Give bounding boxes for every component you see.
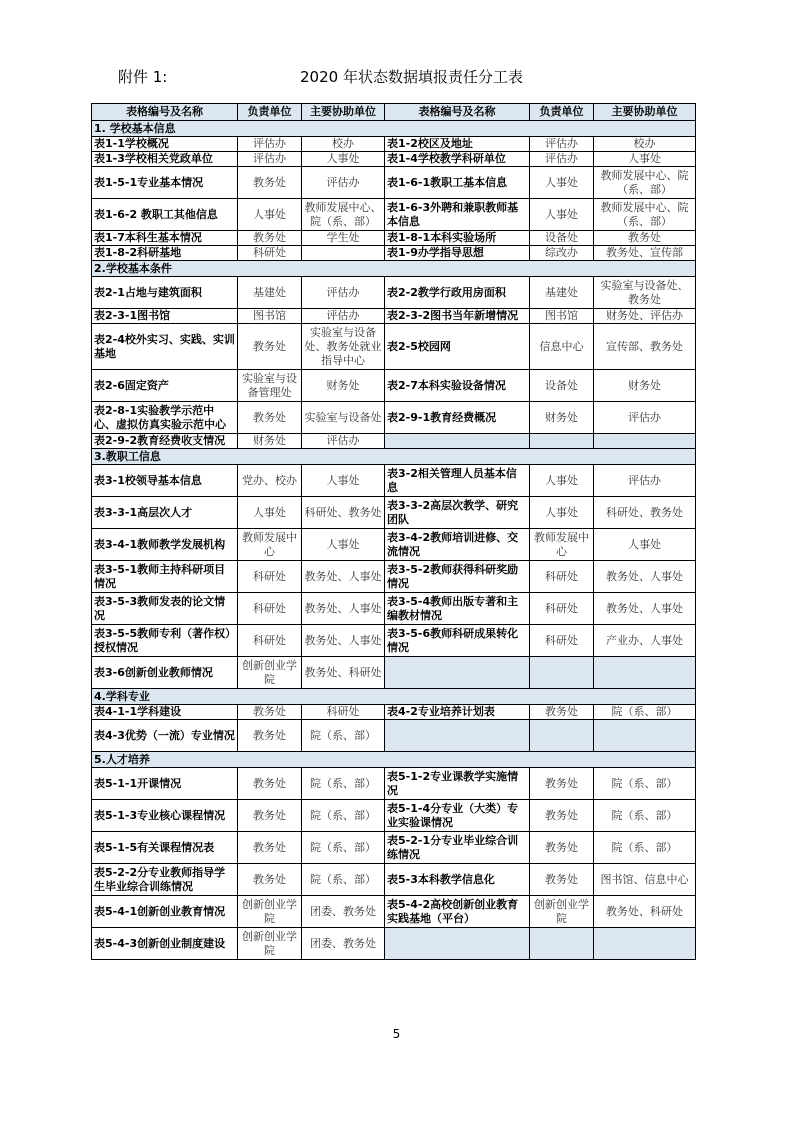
table-row bbox=[92, 896, 696, 928]
responsible-unit-cell: 教务处 bbox=[238, 768, 302, 800]
responsible-unit-cell: 科研处 bbox=[530, 593, 594, 625]
assisting-unit-cell: 评估办 bbox=[302, 434, 385, 449]
assisting-unit-cell: 校办 bbox=[302, 137, 385, 152]
assisting-unit-cell: 评估办 bbox=[302, 167, 385, 199]
assisting-unit-cell: 校办 bbox=[594, 137, 696, 152]
responsible-unit-cell: 教务处 bbox=[530, 768, 594, 800]
responsible-unit-cell: 财务处 bbox=[238, 434, 302, 449]
column-header: 负责单位 bbox=[238, 104, 302, 121]
table-name-cell: 表2-1占地与建筑面积 bbox=[92, 277, 238, 309]
responsible-unit-cell: 教务处 bbox=[238, 720, 302, 752]
table-row bbox=[92, 231, 696, 246]
section-row bbox=[92, 261, 696, 277]
table-name-cell: 表5-2-2分专业教师指导学生毕业综合训练情况 bbox=[92, 864, 238, 896]
empty-cell bbox=[385, 720, 530, 752]
table-name-cell: 表4-3优势（一流）专业情况 bbox=[92, 720, 238, 752]
table-name-cell: 表1-8-1本科实验场所 bbox=[385, 231, 530, 246]
section-title: 3.教职工信息 bbox=[92, 449, 696, 465]
responsible-unit-cell: 创新创业学院 bbox=[530, 896, 594, 928]
table-name-cell: 表5-4-1创新创业教育情况 bbox=[92, 896, 238, 928]
responsible-unit-cell: 创新创业学院 bbox=[238, 657, 302, 689]
responsible-unit-cell: 教务处 bbox=[238, 832, 302, 864]
assisting-unit-cell bbox=[302, 246, 385, 261]
table-row bbox=[92, 800, 696, 832]
responsible-unit-cell: 基建处 bbox=[530, 277, 594, 309]
assisting-unit-cell: 教务处、人事处 bbox=[594, 593, 696, 625]
table-name-cell: 表5-1-1开课情况 bbox=[92, 768, 238, 800]
responsible-unit-cell: 教务处 bbox=[238, 231, 302, 246]
assisting-unit-cell: 评估办 bbox=[594, 465, 696, 497]
table-row bbox=[92, 497, 696, 529]
table-row bbox=[92, 529, 696, 561]
attachment-label: 附件 1: bbox=[118, 68, 168, 86]
empty-cell bbox=[530, 434, 594, 449]
assisting-unit-cell: 院（系、部） bbox=[594, 768, 696, 800]
assisting-unit-cell: 教务处、宣传部 bbox=[594, 246, 696, 261]
assisting-unit-cell: 学生处 bbox=[302, 231, 385, 246]
table-name-cell: 表3-4-2教师培训进修、交流情况 bbox=[385, 529, 530, 561]
assisting-unit-cell: 评估办 bbox=[594, 402, 696, 434]
assisting-unit-cell: 教务处、人事处 bbox=[302, 561, 385, 593]
responsible-unit-cell: 创新创业学院 bbox=[238, 928, 302, 960]
responsible-unit-cell: 科研处 bbox=[530, 561, 594, 593]
table-name-cell: 表5-4-2高校创新创业教育实践基地（平台） bbox=[385, 896, 530, 928]
table-row bbox=[92, 402, 696, 434]
table-name-cell: 表3-3-2高层次教学、研究团队 bbox=[385, 497, 530, 529]
responsible-unit-cell: 科研处 bbox=[238, 625, 302, 657]
table-name-cell: 表2-3-2图书当年新增情况 bbox=[385, 309, 530, 324]
assisting-unit-cell: 教师发展中心、院（系、部） bbox=[594, 167, 696, 199]
table-row bbox=[92, 152, 696, 167]
table-name-cell: 表2-9-2教育经费收支情况 bbox=[92, 434, 238, 449]
responsible-unit-cell: 设备处 bbox=[530, 370, 594, 402]
table-row bbox=[92, 657, 696, 689]
assisting-unit-cell: 财务处 bbox=[594, 370, 696, 402]
table-name-cell: 表3-5-1教师主持科研项目情况 bbox=[92, 561, 238, 593]
table-name-cell: 表1-6-1教职工基本信息 bbox=[385, 167, 530, 199]
table-name-cell: 表1-2校区及地址 bbox=[385, 137, 530, 152]
assisting-unit-cell: 宣传部、教务处 bbox=[594, 324, 696, 370]
assisting-unit-cell: 产业办、人事处 bbox=[594, 625, 696, 657]
table-name-cell: 表5-2-1分专业毕业综合训练情况 bbox=[385, 832, 530, 864]
column-header: 负责单位 bbox=[530, 104, 594, 121]
empty-cell bbox=[385, 657, 530, 689]
responsible-unit-cell: 教师发展中心 bbox=[530, 529, 594, 561]
table-name-cell: 表1-1学校概况 bbox=[92, 137, 238, 152]
page-number: 5 bbox=[392, 1027, 401, 1041]
assisting-unit-cell: 教师发展中心、院（系、部） bbox=[302, 199, 385, 231]
responsible-unit-cell: 教务处 bbox=[530, 705, 594, 720]
assisting-unit-cell: 财务处 bbox=[302, 370, 385, 402]
table-row bbox=[92, 720, 696, 752]
empty-cell bbox=[385, 928, 530, 960]
responsible-unit-cell: 人事处 bbox=[530, 465, 594, 497]
responsible-unit-cell: 党办、校办 bbox=[238, 465, 302, 497]
table-name-cell: 表3-4-1教师教学发展机构 bbox=[92, 529, 238, 561]
table-name-cell: 表1-8-2科研基地 bbox=[92, 246, 238, 261]
section-title: 5.人才培养 bbox=[92, 752, 696, 768]
assisting-unit-cell: 人事处 bbox=[302, 465, 385, 497]
responsible-unit-cell: 评估办 bbox=[530, 152, 594, 167]
table-row bbox=[92, 625, 696, 657]
assisting-unit-cell: 院（系、部） bbox=[302, 720, 385, 752]
table-row bbox=[92, 199, 696, 231]
assisting-unit-cell: 图书馆、信息中心 bbox=[594, 864, 696, 896]
responsible-unit-cell: 教务处 bbox=[238, 324, 302, 370]
empty-cell bbox=[530, 720, 594, 752]
responsible-unit-cell: 创新创业学院 bbox=[238, 896, 302, 928]
assisting-unit-cell: 评估办 bbox=[302, 277, 385, 309]
table-row bbox=[92, 370, 696, 402]
table-name-cell: 表4-2专业培养计划表 bbox=[385, 705, 530, 720]
column-header: 表格编号及名称 bbox=[385, 104, 530, 121]
table-row bbox=[92, 167, 696, 199]
table-name-cell: 表3-6创新创业教师情况 bbox=[92, 657, 238, 689]
responsible-unit-cell: 科研处 bbox=[238, 593, 302, 625]
assisting-unit-cell: 教务处 bbox=[594, 231, 696, 246]
table-name-cell: 表1-9办学指导思想 bbox=[385, 246, 530, 261]
table-name-cell: 表2-3-1图书馆 bbox=[92, 309, 238, 324]
assisting-unit-cell: 实验室与设备处、教务处 bbox=[594, 277, 696, 309]
table-name-cell: 表3-5-3教师发表的论文情况 bbox=[92, 593, 238, 625]
responsible-unit-cell: 设备处 bbox=[530, 231, 594, 246]
assisting-unit-cell: 实验室与设备处、教务处就业指导中心 bbox=[302, 324, 385, 370]
responsible-unit-cell: 科研处 bbox=[530, 625, 594, 657]
assisting-unit-cell: 院（系、部） bbox=[302, 800, 385, 832]
column-header: 表格编号及名称 bbox=[92, 104, 238, 121]
responsible-unit-cell: 教务处 bbox=[238, 800, 302, 832]
assisting-unit-cell: 团委、教务处 bbox=[302, 928, 385, 960]
assisting-unit-cell: 教务处、人事处 bbox=[302, 625, 385, 657]
table-name-cell: 表4-1-1学科建设 bbox=[92, 705, 238, 720]
responsible-unit-cell: 教务处 bbox=[238, 167, 302, 199]
table-name-cell: 表2-9-1教育经费概况 bbox=[385, 402, 530, 434]
assisting-unit-cell: 实验室与设备处 bbox=[302, 402, 385, 434]
section-title: 1. 学校基本信息 bbox=[92, 121, 696, 137]
responsibility-table bbox=[91, 103, 696, 960]
table-name-cell: 表5-1-2专业课教学实施情况 bbox=[385, 768, 530, 800]
empty-cell bbox=[594, 434, 696, 449]
empty-cell bbox=[594, 657, 696, 689]
responsible-unit-cell: 教务处 bbox=[530, 832, 594, 864]
assisting-unit-cell: 人事处 bbox=[594, 152, 696, 167]
table-name-cell: 表5-1-3专业核心课程情况 bbox=[92, 800, 238, 832]
responsible-unit-cell: 教师发展中心 bbox=[238, 529, 302, 561]
table-row bbox=[92, 561, 696, 593]
table-name-cell: 表2-6固定资产 bbox=[92, 370, 238, 402]
section-row bbox=[92, 121, 696, 137]
table-row bbox=[92, 705, 696, 720]
empty-cell bbox=[594, 928, 696, 960]
column-header: 主要协助单位 bbox=[302, 104, 385, 121]
responsible-unit-cell: 基建处 bbox=[238, 277, 302, 309]
column-header: 主要协助单位 bbox=[594, 104, 696, 121]
table-row bbox=[92, 277, 696, 309]
responsible-unit-cell: 教务处 bbox=[238, 864, 302, 896]
empty-cell bbox=[530, 928, 594, 960]
table-name-cell: 表2-2教学行政用房面积 bbox=[385, 277, 530, 309]
assisting-unit-cell: 团委、教务处 bbox=[302, 896, 385, 928]
responsible-unit-cell: 教务处 bbox=[238, 705, 302, 720]
assisting-unit-cell: 教务处、科研处 bbox=[594, 896, 696, 928]
table-name-cell: 表1-6-2 教职工其他信息 bbox=[92, 199, 238, 231]
table-name-cell: 表3-5-2教师获得科研奖励情况 bbox=[385, 561, 530, 593]
assisting-unit-cell: 院（系、部） bbox=[594, 705, 696, 720]
table-row bbox=[92, 928, 696, 960]
assisting-unit-cell: 评估办 bbox=[302, 309, 385, 324]
responsible-unit-cell: 综改办 bbox=[530, 246, 594, 261]
responsible-unit-cell: 教务处 bbox=[238, 402, 302, 434]
assisting-unit-cell: 院（系、部） bbox=[594, 832, 696, 864]
assisting-unit-cell: 院（系、部） bbox=[302, 864, 385, 896]
responsible-unit-cell: 实验室与设备管理处 bbox=[238, 370, 302, 402]
table-name-cell: 表1-3学校相关党政单位 bbox=[92, 152, 238, 167]
responsible-unit-cell: 科研处 bbox=[238, 561, 302, 593]
table-name-cell: 表2-7本科实验设备情况 bbox=[385, 370, 530, 402]
responsible-unit-cell: 教务处 bbox=[530, 864, 594, 896]
table-name-cell: 表3-5-6教师科研成果转化情况 bbox=[385, 625, 530, 657]
table-name-cell: 表5-1-4分专业（大类）专业实验课情况 bbox=[385, 800, 530, 832]
responsible-unit-cell: 信息中心 bbox=[530, 324, 594, 370]
table-name-cell: 表5-4-3创新创业制度建设 bbox=[92, 928, 238, 960]
table-row bbox=[92, 465, 696, 497]
table-name-cell: 表3-5-5教师专利（著作权）授权情况 bbox=[92, 625, 238, 657]
assisting-unit-cell: 科研处、教务处 bbox=[302, 497, 385, 529]
table-name-cell: 表1-7本科生基本情况 bbox=[92, 231, 238, 246]
responsible-unit-cell: 人事处 bbox=[530, 497, 594, 529]
document-title: 2020 年状态数据填报责任分工表 bbox=[300, 68, 523, 86]
assisting-unit-cell: 教务处、人事处 bbox=[302, 593, 385, 625]
table-name-cell: 表2-8-1实验教学示范中心、虚拟仿真实验示范中心 bbox=[92, 402, 238, 434]
assisting-unit-cell: 院（系、部） bbox=[302, 832, 385, 864]
responsible-unit-cell: 评估办 bbox=[238, 137, 302, 152]
assisting-unit-cell: 教师发展中心、院（系、部） bbox=[594, 199, 696, 231]
table-header-row bbox=[92, 104, 696, 121]
responsible-unit-cell: 图书馆 bbox=[238, 309, 302, 324]
table-name-cell: 表3-3-1高层次人才 bbox=[92, 497, 238, 529]
table-row bbox=[92, 832, 696, 864]
assisting-unit-cell: 人事处 bbox=[594, 529, 696, 561]
responsible-unit-cell: 图书馆 bbox=[530, 309, 594, 324]
table-name-cell: 表1-5-1专业基本情况 bbox=[92, 167, 238, 199]
responsible-unit-cell: 人事处 bbox=[530, 167, 594, 199]
responsible-unit-cell: 人事处 bbox=[238, 199, 302, 231]
table-name-cell: 表2-5校园网 bbox=[385, 324, 530, 370]
table-row bbox=[92, 309, 696, 324]
responsible-unit-cell: 科研处 bbox=[238, 246, 302, 261]
responsible-unit-cell: 评估办 bbox=[530, 137, 594, 152]
assisting-unit-cell: 科研处、教务处 bbox=[594, 497, 696, 529]
empty-cell bbox=[530, 657, 594, 689]
table-row bbox=[92, 246, 696, 261]
table-name-cell: 表5-3本科教学信息化 bbox=[385, 864, 530, 896]
table-row bbox=[92, 324, 696, 370]
table-name-cell: 表3-5-4教师出版专著和主编教材情况 bbox=[385, 593, 530, 625]
assisting-unit-cell: 院（系、部） bbox=[594, 800, 696, 832]
responsible-unit-cell: 人事处 bbox=[238, 497, 302, 529]
table-name-cell: 表2-4校外实习、实践、实训基地 bbox=[92, 324, 238, 370]
table-name-cell: 表1-4学校教学科研单位 bbox=[385, 152, 530, 167]
table-row bbox=[92, 137, 696, 152]
responsible-unit-cell: 人事处 bbox=[530, 199, 594, 231]
table-name-cell: 表3-2相关管理人员基本信息 bbox=[385, 465, 530, 497]
section-row bbox=[92, 752, 696, 768]
empty-cell bbox=[385, 434, 530, 449]
table-row bbox=[92, 434, 696, 449]
table-name-cell: 表3-1校领导基本信息 bbox=[92, 465, 238, 497]
assisting-unit-cell: 人事处 bbox=[302, 529, 385, 561]
responsible-unit-cell: 教务处 bbox=[530, 800, 594, 832]
assisting-unit-cell: 教务处、科研处 bbox=[302, 657, 385, 689]
responsible-unit-cell: 财务处 bbox=[530, 402, 594, 434]
empty-cell bbox=[594, 720, 696, 752]
table-name-cell: 表1-6-3外聘和兼职教师基本信息 bbox=[385, 199, 530, 231]
section-title: 2.学校基本条件 bbox=[92, 261, 696, 277]
table-row bbox=[92, 864, 696, 896]
assisting-unit-cell: 院（系、部） bbox=[302, 768, 385, 800]
assisting-unit-cell: 人事处 bbox=[302, 152, 385, 167]
table-row bbox=[92, 593, 696, 625]
assisting-unit-cell: 科研处 bbox=[302, 705, 385, 720]
assisting-unit-cell: 财务处、评估办 bbox=[594, 309, 696, 324]
section-title: 4.学科专业 bbox=[92, 689, 696, 705]
section-row bbox=[92, 689, 696, 705]
table-name-cell: 表5-1-5有关课程情况表 bbox=[92, 832, 238, 864]
table-row bbox=[92, 768, 696, 800]
responsible-unit-cell: 评估办 bbox=[238, 152, 302, 167]
assisting-unit-cell: 教务处、人事处 bbox=[594, 561, 696, 593]
section-row bbox=[92, 449, 696, 465]
